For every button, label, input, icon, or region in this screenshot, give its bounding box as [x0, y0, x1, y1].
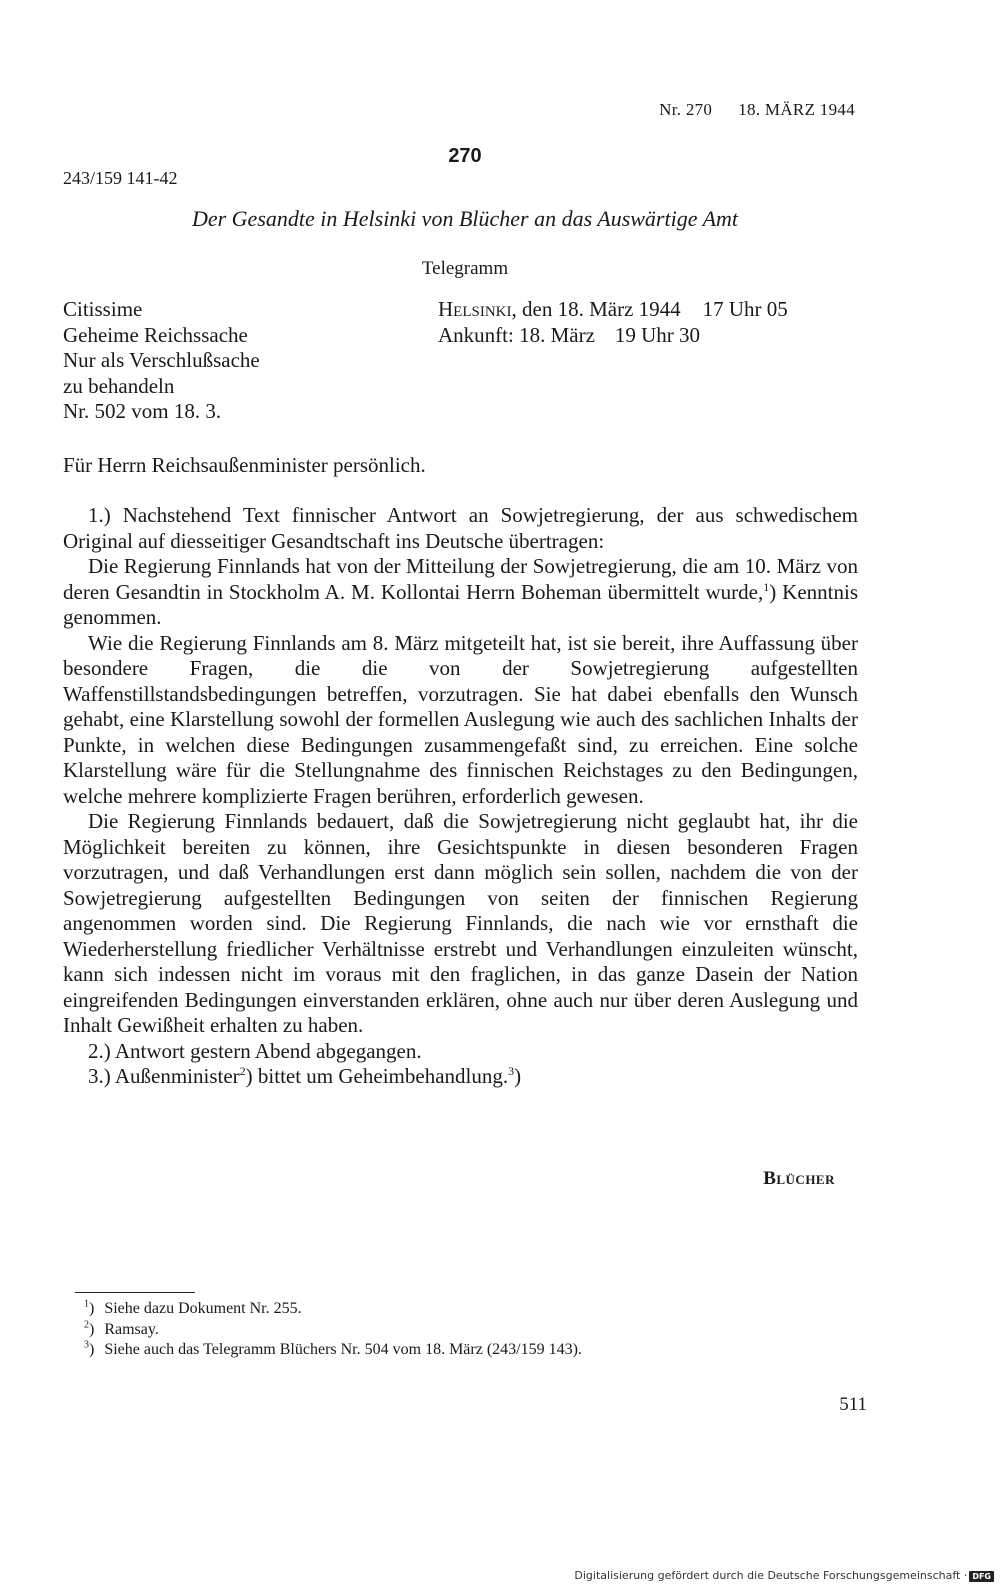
- footnote-marker: 2: [239, 1064, 246, 1078]
- footnote-number: 2: [84, 1319, 89, 1331]
- footnote: $^2$) Ramsay.: [84, 1319, 159, 1338]
- body-text-segment: 3.) Außenminister: [88, 1064, 240, 1088]
- classification-line: Geheime Reichssache: [63, 322, 248, 347]
- body-text-segment: ): [514, 1064, 522, 1088]
- body-text-segment: Die Regierung Finnlands hat von der Mitteilung der Sowjetregierung, die am 10. März von deren Gesandtin in Stockholm A. M. Kollontai Herrn Boheman übermittelt wurde,: [63, 554, 858, 604]
- footnote: $^1$) Siehe dazu Dokument Nr. 255.: [84, 1298, 302, 1317]
- footnote-text: Siehe auch das Telegramm Blüchers Nr. 504 vom 18. März (243/159 143).: [104, 1341, 582, 1358]
- body-paragraph: 2.) Antwort gestern Abend abgegangen.: [88, 1038, 422, 1063]
- body-paragraph: [63, 1064, 858, 1090]
- document-number: 270: [448, 145, 482, 167]
- footnote-text: Ramsay.: [104, 1320, 159, 1338]
- credit-text: Digitalisierung gefördert durch die Deutsche Forschungsgemeinschaft ·: [574, 1569, 968, 1582]
- archive-reference: 243/159 141-42: [63, 168, 178, 188]
- dispatch-place: Helsinki: [438, 297, 512, 321]
- telegram-body: [63, 503, 858, 1090]
- dfg-logo: DFG: [969, 1571, 994, 1582]
- footnote-number: 1: [84, 1298, 89, 1310]
- running-head-date: 18. MÄRZ 1944: [738, 100, 855, 119]
- footnote-divider: [75, 1292, 195, 1293]
- document-type: Telegramm: [421, 258, 509, 279]
- classification-line: Nur als Verschlußsache: [63, 348, 260, 372]
- footnote-marker: 3: [508, 1064, 515, 1078]
- salutation: Für Herrn Reichsaußenminister persönlich.: [63, 453, 426, 477]
- running-head-doc-ref: Nr. 270: [659, 100, 713, 119]
- body-text-segment: ) bittet um Geheimbehandlung.: [245, 1064, 509, 1088]
- body-text-segment: ) Kenntnis genommen.: [63, 579, 858, 629]
- dispatch-block: [438, 297, 788, 348]
- dispatch-arrival-line: [438, 323, 788, 349]
- footnote-text: Siehe dazu Dokument Nr. 255.: [104, 1300, 302, 1317]
- body-paragraph: 1.) Nachstehend Text finnischer Antwort an Sowjetregierung, der aus schwedischem Original auf diesseitiger Gesandtschaft ins Deutsche übertragen:: [63, 503, 858, 553]
- digitization-credit: [574, 1569, 994, 1582]
- dispatch-date: , den 18. März 1944: [511, 297, 681, 321]
- running-head: [659, 100, 855, 120]
- arrival-label: Ankunft: 18. März: [438, 322, 595, 347]
- footnote-number: 3: [84, 1339, 89, 1351]
- body-paragraph: Die Regierung Finnlands bedauert, daß die Sowjetregierung nicht geglaubt hat, ihr die Möglichkeit bereiten zu können, ihre Gesichtspunkte in diesen besonderen Fragen vorzutragen, und daß Verhandlungen erst dann möglich sein sollen, nachdem die von der Sowjetregierung aufgestellten Bedingungen von seiten der finnischen Regierung angenommen worden sind. Die Regierung Finnlands, die nach wie vor ernsthaft die Wiederherstellung friedlicher Verhältnisse erstrebt und Verhandlungen einzuleiten wünscht, kann sich indessen nicht im voraus mit den fraglichen, in das ganze Dasein der Nation eingreifenden Bedingungen einverstanden erklären, ohne auch nur über deren Auslegung und Inhalt Gewißheit erhalten zu haben.: [63, 809, 858, 1037]
- footnote: $^3$) Siehe auch das Telegramm Blüchers Nr. 504 vom 18. März (243/159 143).: [84, 1339, 582, 1358]
- footnotes: [84, 1299, 582, 1361]
- body-paragraph: [63, 554, 858, 631]
- classification-line: Citissime: [63, 297, 143, 321]
- document-title: Der Gesandte in Helsinki von Blücher an das Auswärtige Amt: [191, 206, 739, 231]
- body-paragraph: Wie die Regierung Finnlands am 8. März mitgeteilt hat, ist sie bereit, ihre Auffassung über besondere Fragen, die die von der Sowjetregierung aufgestellten Waffenstillstandsbedingungen betreffen, vorzutragen. Sie hat dabei ebenfalls den Wunsch gehabt, eine Klarstellung sowohl der formellen Auslegung wie auch des sachlichen Inhalts der Punkte, in welchen diese Bedingungen zusammengefaßt sind, zu erreichen. Eine solche Klarstellung wäre für die Stellungnahme des finnischen Reichstages zu den Bedingungen, welche mehrere komplizierte Fragen berühren, erforderlich gewesen.: [63, 630, 858, 808]
- signature: Blücher: [763, 1168, 835, 1189]
- classification-block: [63, 297, 260, 425]
- classification-line: zu behandeln: [63, 373, 175, 398]
- footnote-marker: 1: [763, 579, 770, 594]
- dispatch-sent-line: [438, 297, 788, 323]
- dispatch-time: 17 Uhr 05: [702, 297, 788, 321]
- page-number: 511: [839, 1394, 867, 1415]
- classification-line: Nr. 502 vom 18. 3.: [63, 399, 222, 423]
- arrival-time: 19 Uhr 30: [614, 322, 701, 347]
